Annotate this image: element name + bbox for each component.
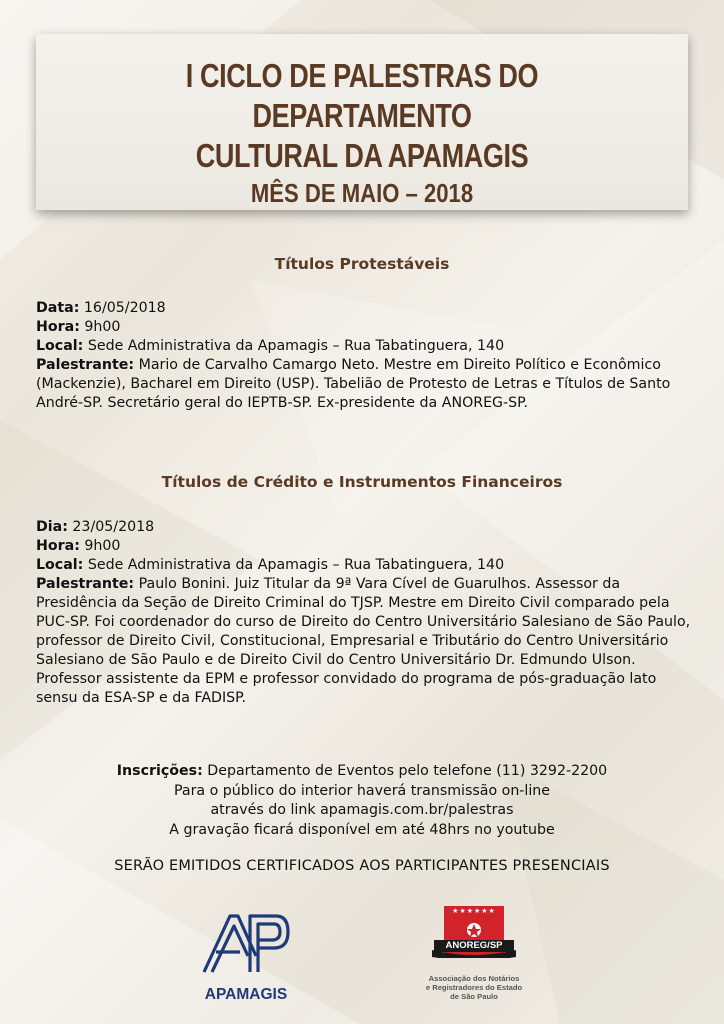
streaming-link: através do link apamagis.com.br/palestras (210, 802, 514, 818)
apamagis-logo-name: APAMAGIS (204, 986, 288, 1003)
anoreg-subtitle (412, 974, 536, 1001)
banner-title-line2: CULTURAL DA APAMAGIS (195, 137, 529, 174)
event1-details (36, 299, 696, 413)
online-transmission-note: Para o público do interior haverá transmissão on-line (173, 782, 551, 799)
event1-place: Sede Administrativa da Apamagis – Rua Tabatinguera, 140 (87, 338, 505, 354)
anoreg-subtitle-line2: e Registradores do Estado (425, 983, 523, 992)
anoreg-subtitle-line1: Associação dos Notários (428, 974, 520, 983)
title-banner (36, 34, 688, 210)
event2-speaker: Paulo Bonini. Juiz Titular da 9ª Vara Cível de Guarulhos. Assessor da Presidência da Seção de Direito Criminal do TJSP. Mestre em Direito Civil comparado pela PUC-SP. Foi coordenador do curso de Direito do Centro Universitário Salesiano de São Paulo, professor de Direito Civil, Constitucional, Empresarial e Tributário do Centro Universitário Salesiano de São Paulo e de Direito Civil do Centro Universitário Dr. Edmundo Ulson. Professor assistente da EPM e professor convidado do programa de pós-graduação lato sensu da ESA-SP e da FADISP. (36, 576, 691, 706)
anoreg-logo-name: ANOREG/SP (434, 940, 514, 952)
anoreg-subtitle-line3: de São Paulo (450, 992, 498, 1001)
event1-place-label: Local: (36, 338, 84, 354)
registration-phone: Departamento de Eventos pelo telefone (11) 3292-2200 (207, 763, 608, 779)
registration-label: Inscrições: (116, 763, 203, 779)
banner-title-line1: I CICLO DE PALESTRAS DO DEPARTAMENTO (185, 57, 539, 134)
event2-details (36, 518, 696, 708)
event2-title: Títulos de Crédito e Instrumentos Financeiros (161, 473, 563, 491)
apamagis-emblem-icon (196, 908, 296, 980)
apamagis-logo (196, 908, 296, 1004)
anoreg-stars: ★★★★★★ (444, 906, 504, 916)
event2-date: 23/05/2018 (72, 519, 155, 535)
event2-time-label: Hora: (36, 538, 80, 554)
event2-place-label: Local: (36, 557, 84, 573)
event1-time-label: Hora: (36, 319, 80, 335)
certificates-notice: SERÃO EMITIDOS CERTIFICADOS AOS PARTICIPANTES PRESENCIAIS (114, 858, 610, 874)
event1-speaker: Mario de Carvalho Camargo Neto. Mestre em Direito Político e Econômico (Mackenzie), Bacharel em Direito (USP). Tabelião de Protesto de Letras e Títulos de Santo André-SP. Secretário geral do IEPTB-SP. Ex-presidente da ANOREG-SP. (36, 357, 671, 411)
registration-info (0, 762, 724, 840)
event1-speaker-label: Palestrante: (36, 357, 135, 373)
anoreg-logo (412, 906, 536, 1018)
event1-date: 16/05/2018 (83, 300, 166, 316)
banner-subtitle: MÊS DE MAIO – 2018 (250, 178, 474, 208)
event2-place: Sede Administrativa da Apamagis – Rua Tabatinguera, 140 (87, 557, 505, 573)
event1-title: Títulos Protestáveis (274, 255, 450, 273)
event2-time: 9h00 (84, 538, 121, 554)
event2-speaker-label: Palestrante: (36, 576, 135, 592)
event1-date-label: Data: (36, 300, 80, 316)
recording-note: A gravação ficará disponível em até 48hrs no youtube (169, 821, 555, 838)
event2-date-label: Dia: (36, 519, 68, 535)
event1-time: 9h00 (84, 319, 121, 335)
